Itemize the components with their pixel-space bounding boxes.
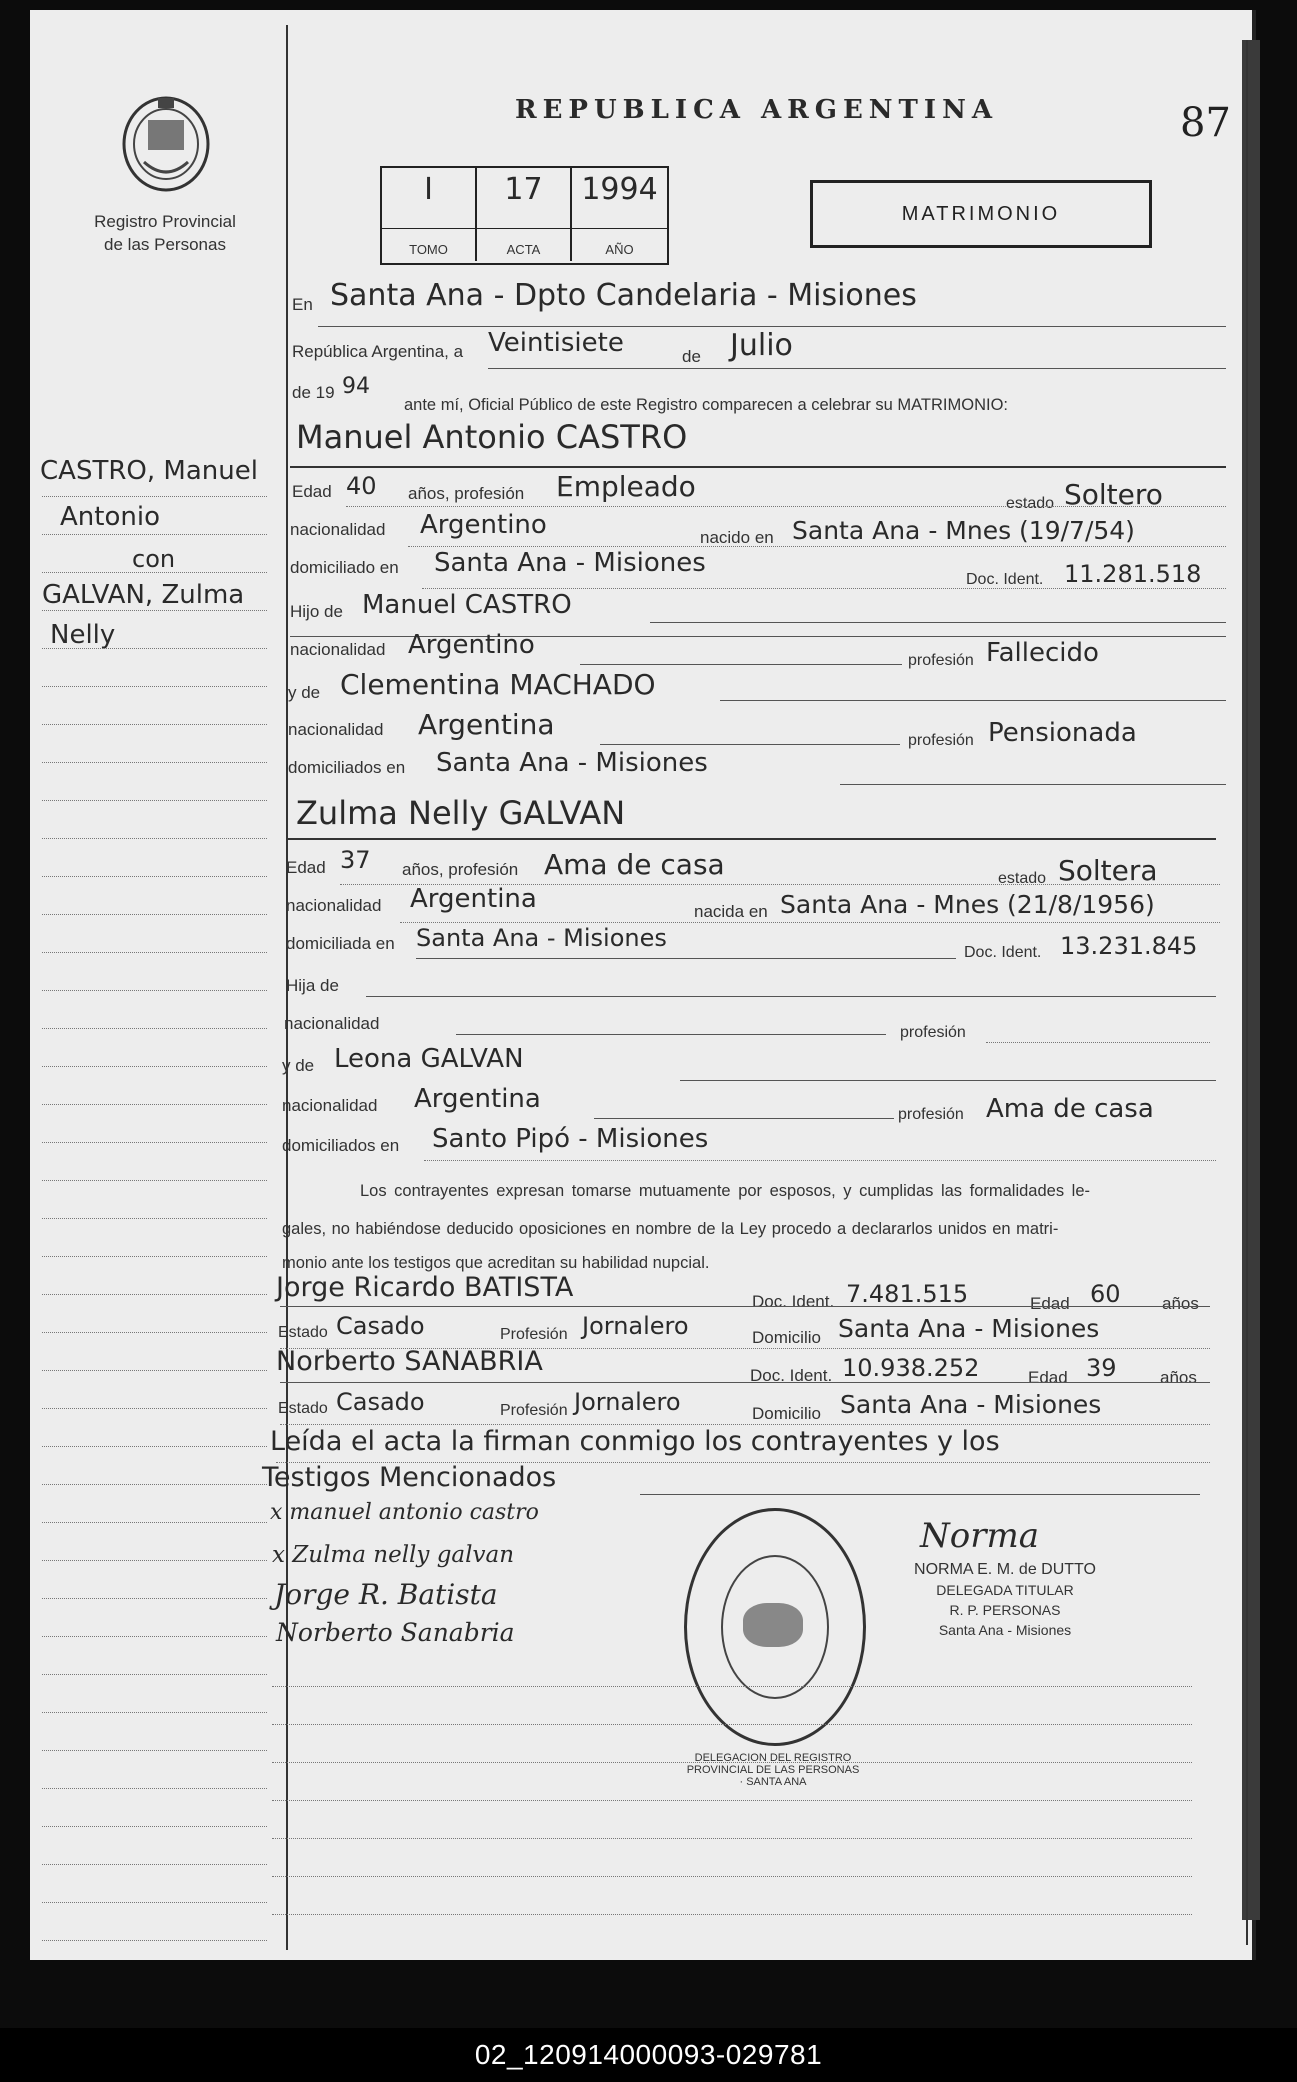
bride-parents-dom-label: domiciliados en <box>282 1136 400 1155</box>
bride-nacida-label: nacida en <box>694 902 768 921</box>
margin-ruled-line <box>42 686 267 687</box>
margin-ruled-line <box>42 1028 267 1029</box>
republica-label: República Argentina, a <box>292 342 464 361</box>
groom-doc-label: Doc. Ident. <box>966 571 1044 588</box>
margin-ruled-line <box>42 990 267 991</box>
official-signature-block <box>880 1560 1130 1640</box>
page-number: 87 <box>1180 100 1231 146</box>
witness1-doc: 7.481.515 <box>846 1280 969 1308</box>
signature-groom: x manuel antonio castro <box>270 1500 539 1525</box>
margin-ruled-line <box>42 724 267 725</box>
margin-ruled-line <box>42 496 267 497</box>
groom-mother-rule <box>720 700 1226 701</box>
groom-father-rule <box>650 622 1226 623</box>
registration-table <box>380 166 669 265</box>
margin-ruled-line <box>42 952 267 953</box>
margin-ruled-line <box>42 914 267 915</box>
margin-ruled-line <box>42 1256 267 1257</box>
bride-mother-prof: Ama de casa <box>986 1094 1154 1124</box>
acta-cell <box>477 168 572 261</box>
intro-place: Santa Ana - Dpto Candelaria - Misiones <box>330 278 917 313</box>
witness1-dom-label: Domicilio <box>752 1328 821 1347</box>
witness2-profession: Jornalero <box>574 1388 681 1416</box>
margin-note-line3: con <box>132 545 176 573</box>
closing-line2-rule <box>640 1494 1200 1495</box>
bride-hija-rule <box>366 996 1216 997</box>
groom-mother-prof-label: profesión <box>908 732 974 749</box>
body-ruled-line <box>272 1876 1192 1877</box>
declaration-line3: monio ante los testigos que acreditan su habilidad nupcial. <box>282 1254 710 1272</box>
bride-anos-prof-label: años, profesión <box>402 860 519 879</box>
groom-edad-rule <box>346 506 1226 507</box>
official-signature: Norma <box>920 1516 1039 1556</box>
image-code: 02_120914000093-029781 <box>474 2039 823 2070</box>
witness2-status: Casado <box>336 1388 425 1416</box>
witness2-edad-label: Edad <box>1028 1368 1068 1387</box>
groom-name-rule <box>290 466 1226 468</box>
bride-doc: 13.231.845 <box>1060 932 1198 960</box>
bride-nat-rule <box>400 922 1220 923</box>
groom-birthplace: Santa Ana - Mnes (19/7/54) <box>792 516 1135 545</box>
body-ruled-line <box>272 1800 1192 1801</box>
witness2-anos-label: años <box>1160 1368 1197 1387</box>
bride-hija-label: Hija de <box>286 976 339 995</box>
groom-parents-dom: Santa Ana - Misiones <box>436 748 708 778</box>
intro-date-rule <box>488 368 1226 369</box>
margin-ruled-line <box>42 648 267 649</box>
groom-edad-label: Edad <box>292 482 332 501</box>
bride-mother-nat-label: nacionalidad <box>282 1096 378 1115</box>
witness1-anos-label: años <box>1162 1294 1199 1313</box>
witness1-doc-label: Doc. Ident. <box>752 1292 835 1311</box>
body-ruled-line <box>272 1838 1192 1839</box>
bride-status: Soltera <box>1058 854 1158 887</box>
margin-ruled-line <box>42 762 267 763</box>
margin-ruled-line <box>42 1598 267 1599</box>
bride-mother-prof-label: profesión <box>898 1106 964 1123</box>
groom-nationality: Argentino <box>420 510 547 540</box>
bride-domicile: Santa Ana - Misiones <box>416 924 667 952</box>
margin-ruled-line <box>42 1674 267 1675</box>
witness2-age: 39 <box>1086 1354 1117 1382</box>
ante-text: ante mí, Oficial Público de este Registro comparecen a celebrar su MATRIMONIO: <box>404 396 1009 414</box>
margin-ruled-line <box>42 1446 267 1447</box>
declaration-line1: Los contrayentes expresan tomarse mutuamente por esposos, y cumplidas las formalidades le- <box>360 1182 1091 1200</box>
intro-place-rule <box>318 326 1226 327</box>
body-ruled-line <box>272 1724 1192 1725</box>
official-name: NORMA E. M. de DUTTO <box>914 1561 1096 1578</box>
witness1-edad-label: Edad <box>1030 1294 1070 1313</box>
bride-doc-label: Doc. Ident. <box>964 944 1042 961</box>
bride-parents-dom: Santo Pipó - Misiones <box>432 1124 709 1154</box>
groom-father-prof-label: profesión <box>908 652 974 669</box>
registry-name-line2: de las Personas <box>104 235 226 254</box>
margin-ruled-line <box>42 1332 267 1333</box>
bride-estado-label: estado <box>998 870 1047 887</box>
margin-ruled-line <box>42 1902 267 1903</box>
official-stamp-text: DELEGACION DEL REGISTRO PROVINCIAL DE LAS PERSONAS · SANTA ANA <box>686 1752 860 1788</box>
image-code-strip <box>0 2028 1297 2082</box>
official-stamp-icon <box>684 1508 866 1746</box>
witness2-dom-label: Domicilio <box>752 1404 821 1423</box>
margin-ruled-line <box>42 1370 267 1371</box>
de19-label: de 19 <box>292 383 335 402</box>
bride-domiciliada-label: domiciliada en <box>286 934 395 953</box>
bride-father-prof-label: profesión <box>900 1024 966 1041</box>
bride-mother-rule <box>680 1080 1216 1081</box>
margin-ruled-line <box>42 1484 267 1485</box>
bride-name: Zulma Nelly GALVAN <box>296 794 626 832</box>
intro-year-suffix: 94 <box>342 374 370 399</box>
witness1-estado-label: Estado <box>278 1324 328 1341</box>
witness2-prof-label: Profesión <box>500 1402 568 1419</box>
bride-father-nat-rule <box>456 1034 886 1035</box>
body-ruled-line <box>272 1686 1192 1687</box>
margin-ruled-line <box>42 1864 267 1865</box>
bride-nacionalidad-label: nacionalidad <box>286 896 382 915</box>
groom-parents-dom-label: domiciliados en <box>288 758 406 777</box>
witness1-name: Jorge Ricardo BATISTA <box>276 1272 574 1303</box>
witness1-domicile: Santa Ana - Misiones <box>838 1314 1100 1343</box>
groom-nacionalidad-label: nacionalidad <box>290 520 386 539</box>
groom-domiciliado-label: domiciliado en <box>290 558 399 577</box>
witness2-estado-rule <box>280 1424 1210 1425</box>
country-heading: REPUBLICA ARGENTINA <box>515 95 999 125</box>
groom-parents-dom-rule <box>840 784 1226 785</box>
bride-edad-label: Edad <box>286 858 326 877</box>
bride-profession: Ama de casa <box>544 848 725 881</box>
groom-dom-rule <box>422 588 1226 589</box>
official-location: Santa Ana - Misiones <box>938 1622 1072 1638</box>
official-office: R. P. PERSONAS <box>949 1602 1061 1618</box>
bride-father-prof-rule <box>986 1042 1210 1043</box>
margin-ruled-line <box>42 1636 267 1637</box>
witness1-prof-label: Profesión <box>500 1326 568 1343</box>
groom-mother-nat-rule <box>600 744 900 745</box>
groom-mother: Clementina MACHADO <box>340 668 656 701</box>
margin-ruled-line <box>42 1826 267 1827</box>
tomo-value: I <box>424 172 433 207</box>
bride-nationality: Argentina <box>410 884 537 914</box>
margin-ruled-line <box>42 1712 267 1713</box>
right-page-border <box>1246 40 1248 1945</box>
intro-day: Veintisiete <box>488 328 624 358</box>
groom-yde-label: y de <box>288 683 321 702</box>
groom-nacido-label: nacido en <box>700 528 774 547</box>
signature-witness2: Norberto Sanabria <box>276 1618 515 1647</box>
margin-ruled-line <box>42 1522 267 1523</box>
tomo-cell <box>382 168 477 261</box>
margin-ruled-line <box>42 1788 267 1789</box>
witness1-profession: Jornalero <box>582 1312 689 1340</box>
margin-note-line4: GALVAN, Zulma <box>42 580 245 610</box>
margin-ruled-line <box>42 876 267 877</box>
witness1-status: Casado <box>336 1312 425 1340</box>
intro-month: Julio <box>730 328 793 363</box>
groom-age: 40 <box>346 472 377 500</box>
bride-age: 37 <box>340 846 371 874</box>
intro-de-label: de <box>682 347 701 366</box>
margin-ruled-line <box>42 534 267 535</box>
acta-label: ACTA <box>506 242 541 257</box>
groom-mother-nat: Argentina <box>418 708 555 741</box>
groom-profession: Empleado <box>556 470 696 503</box>
margin-ruled-line <box>42 800 267 801</box>
witness1-name-rule <box>280 1306 1210 1307</box>
body-ruled-line <box>272 1762 1192 1763</box>
official-title: DELEGADA TITULAR <box>936 1582 1074 1598</box>
witness2-name-rule <box>280 1382 1210 1383</box>
anio-value: 1994 <box>581 172 658 207</box>
witness1-age: 60 <box>1090 1280 1121 1308</box>
margin-note-line2: Antonio <box>60 502 160 532</box>
margin-ruled-line <box>42 1218 267 1219</box>
groom-nat-rule <box>408 546 1226 547</box>
official-stamp-emblem <box>743 1603 803 1647</box>
margin-ruled-line <box>42 610 267 611</box>
margin-ruled-line <box>42 1180 267 1181</box>
groom-father-nat-rule <box>580 664 902 665</box>
margin-ruled-line <box>42 1142 267 1143</box>
bride-parents-dom-rule <box>424 1160 1216 1161</box>
signature-witness1: Jorge R. Batista <box>274 1578 498 1611</box>
registry-name-line1: Registro Provincial <box>94 212 236 231</box>
groom-anos-prof-label: años, profesión <box>408 484 525 503</box>
margin-ruled-line <box>42 1750 267 1751</box>
bride-birthplace: Santa Ana - Mnes (21/8/1956) <box>780 890 1155 919</box>
margin-ruled-line <box>42 1104 267 1105</box>
witness2-name: Norberto SANABRIA <box>276 1346 543 1377</box>
witness2-estado-label: Estado <box>278 1400 328 1417</box>
margin-ruled-line <box>42 1408 267 1409</box>
margin-ruled-line <box>42 1294 267 1295</box>
margin-ruled-line <box>42 1940 267 1941</box>
bride-mother-nat-rule <box>594 1118 894 1119</box>
bride-yde-label: y de <box>282 1056 315 1075</box>
groom-father: Manuel CASTRO <box>362 590 572 620</box>
groom-name: Manuel Antonio CASTRO <box>296 418 688 456</box>
anio-label: AÑO <box>605 242 634 257</box>
groom-father-nat: Argentino <box>408 630 535 660</box>
closing-line2: Testigos Mencionados <box>262 1462 557 1493</box>
book-spine-shadow <box>1242 40 1260 1920</box>
acta-value: 17 <box>504 172 543 207</box>
bride-mother-nat: Argentina <box>414 1084 541 1114</box>
witness2-doc: 10.938.252 <box>842 1354 980 1382</box>
bride-mother: Leona GALVAN <box>334 1044 524 1074</box>
margin-ruled-line <box>42 572 267 573</box>
bride-dom-rule <box>416 958 956 959</box>
groom-father-nat-label: nacionalidad <box>290 640 386 659</box>
groom-status: Soltero <box>1064 478 1163 511</box>
signature-bride: x Zulma nelly galvan <box>272 1542 515 1568</box>
groom-mother-nat-label: nacionalidad <box>288 720 384 739</box>
witness2-doc-label: Doc. Ident. <box>750 1366 833 1385</box>
en-label: En <box>292 295 313 314</box>
tomo-label: TOMO <box>409 242 448 257</box>
witness2-domicile: Santa Ana - Misiones <box>840 1390 1102 1419</box>
groom-father-prof: Fallecido <box>986 638 1099 668</box>
bride-father-nat-label: nacionalidad <box>284 1014 380 1033</box>
groom-mother-prof: Pensionada <box>988 718 1137 748</box>
body-ruled-line <box>272 1914 1192 1915</box>
groom-doc: 11.281.518 <box>1064 560 1202 588</box>
margin-note-line1: CASTRO, Manuel <box>40 456 258 486</box>
registry-seal-icon <box>118 92 214 194</box>
margin-ruled-line <box>42 1560 267 1561</box>
declaration-line2: gales, no habiéndose deducido oposiciones en nombre de la Ley procedo a declararlos unidos en matri- <box>282 1220 1059 1238</box>
margin-note-line5: Nelly <box>50 620 116 650</box>
margin-ruled-line <box>42 838 267 839</box>
margin-ruled-line <box>42 1066 267 1067</box>
registry-name <box>70 210 260 256</box>
closing-line1: Leída el acta la firman conmigo los contrayentes y los <box>270 1426 1000 1457</box>
anio-cell <box>572 168 667 261</box>
groom-domicile: Santa Ana - Misiones <box>434 548 706 578</box>
groom-estado-label: estado <box>1006 495 1055 512</box>
act-type-box: MATRIMONIO <box>810 180 1152 248</box>
groom-hijo-label: Hijo de <box>290 602 343 621</box>
bride-name-rule <box>288 838 1216 840</box>
